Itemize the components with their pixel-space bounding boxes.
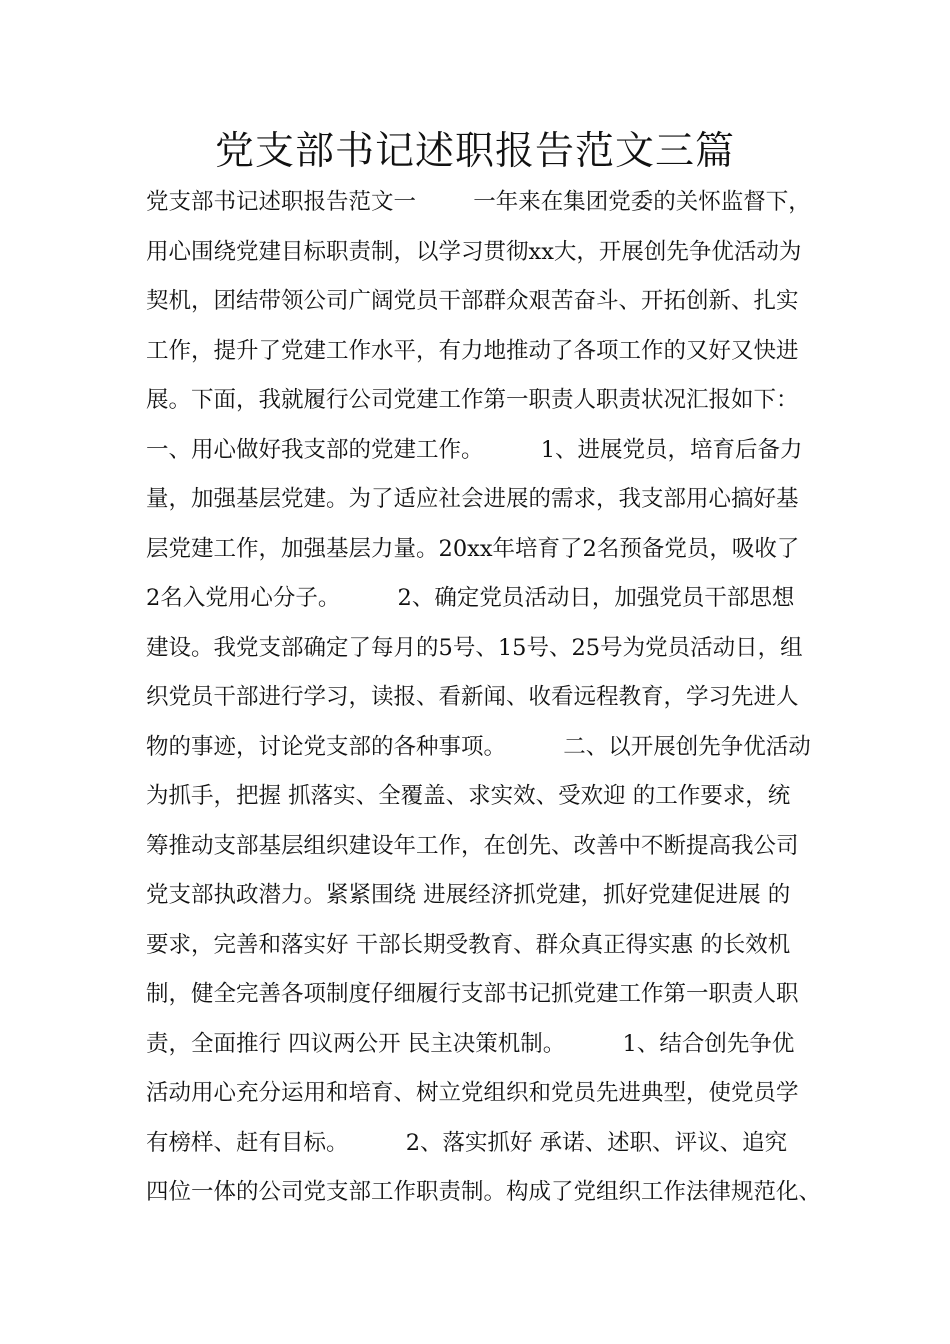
- body-line: 有榜样、赶有目标。 2、落实抓好 承诺、述职、评议、追究: [146, 1129, 788, 1156]
- body-line: 2名入党用心分子。 2、确定党员活动日，加强党员干部思想: [146, 585, 795, 611]
- body-line: 量，加强基层党建。为了适应社会进展的需求，我支部用心搞好基: [146, 486, 799, 512]
- body-line: 党支部执政潜力。紧紧围绕 进展经济抓党建，抓好党建促进展 的: [146, 882, 791, 908]
- body-line: 党支部书记述职报告范文一 一年来在集团党委的关怀监督下，: [146, 189, 811, 215]
- body-line: 一、用心做好我支部的党建工作。 1、进展党员，培育后备力: [146, 436, 803, 463]
- body-line: 活动用心充分运用和培育、树立党组织和党员先进典型，使党员学: [146, 1080, 799, 1106]
- body-line: 责，全面推行 四议两公开 民主决策机制。 1、结合创先争优: [146, 1030, 795, 1057]
- document-title: 党支部书记述职报告范文三篇: [214, 129, 735, 174]
- body-line: 物的事迹，讨论党支部的各种事项。 二、以开展创先争优活动: [146, 733, 811, 760]
- body-line: 工作，提升了党建工作水平，有力地推动了各项工作的又好又快进: [146, 337, 799, 364]
- body-line: 制，健全完善各项制度仔细履行支部书记抓党建工作第一职责人职: [146, 981, 799, 1007]
- document-body: [146, 178, 846, 1218]
- body-line: 契机，团结带领公司广阔党员干部群众艰苦奋斗、开拓创新、扎实: [146, 288, 799, 314]
- body-line: 用心围绕党建目标职责制，以学习贯彻xx大，开展创先争优活动为: [146, 238, 802, 265]
- body-line: 要求，完善和落实好 干部长期受教育、群众真正得实惠 的长效机: [146, 931, 791, 958]
- body-line: 层党建工作，加强基层力量。20xx年培育了2名预备党员，吸收了: [146, 535, 800, 562]
- body-line: 展。下面，我就履行公司党建工作第一职责人职责状况汇报如下：: [146, 387, 799, 413]
- body-line: 织党员干部进行学习，读报、看新闻、收看远程教育，学习先进人: [146, 684, 799, 710]
- body-line: 四位一体的公司党支部工作职责制。构成了党组织工作法律规范化、: [146, 1179, 822, 1205]
- body-line: 筹推动支部基层组织建设年工作，在创先、改善中不断提高我公司: [146, 832, 799, 859]
- body-line: 建设。我党支部确定了每月的5号、15号、25号为党员活动日，组: [146, 634, 803, 661]
- body-line: 为抓手，把握 抓落实、全覆盖、求实效、受欢迎 的工作要求，统: [146, 783, 791, 809]
